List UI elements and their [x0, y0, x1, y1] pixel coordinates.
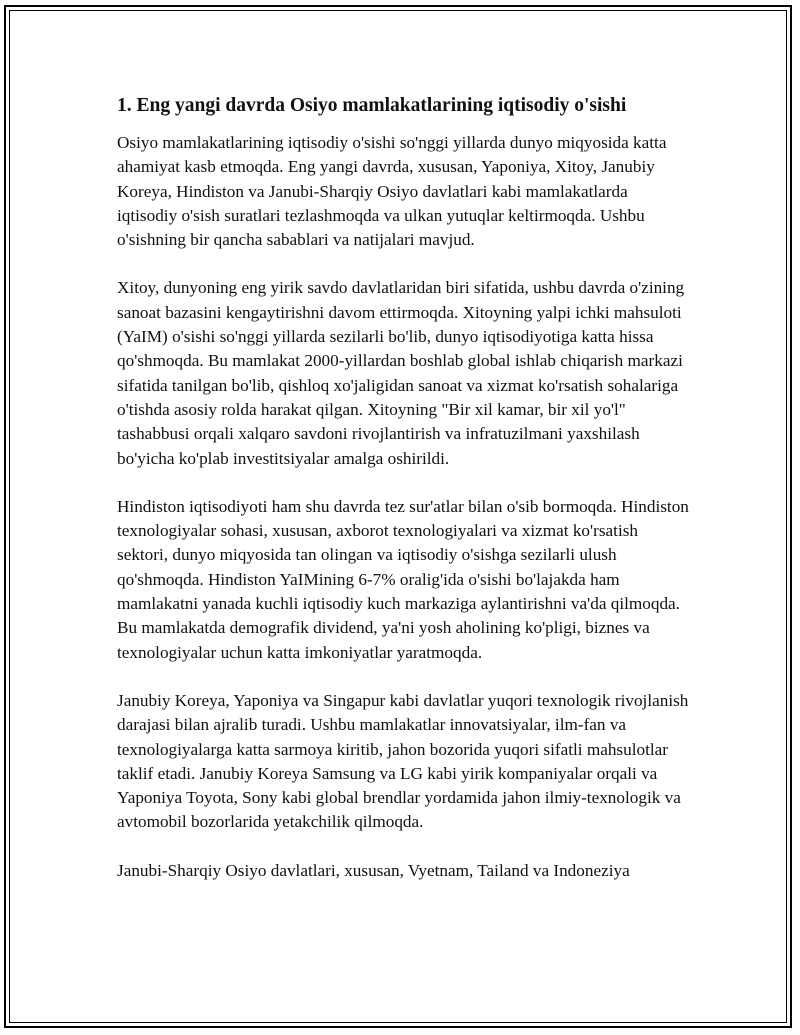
paragraph-intro: Osiyo mamlakatlarining iqtisodiy o'sishi so'nggi yillarda dunyo miqyosida katta ahamiyat kasb etmoqda. Eng yangi davrda, xususan, Yaponiya, Xitoy, Janubiy Koreya, Hindiston va Janubi-Sharqiy Osiyo davlatlari kabi mamlakatlarda iqtisodiy o'sish suratlari tezlashmoqda va ulkan yutuqlar keltirmoqda. Ushbu o'sishning bir qancha sabablari va natijalari mavjud. [117, 133, 667, 250]
section-heading: 1. Eng yangi davrda Osiyo mamlakatlarining iqtisodiy o'sishi [117, 95, 627, 116]
paragraph-southeast-asia: Janubi-Sharqiy Osiyo davlatlari, xususan, Vyetnam, Tailand va Indoneziya [117, 860, 630, 880]
paragraph-china: Xitoy, dunyoning eng yirik savdo davlatlaridan biri sifatida, ushbu davrda o'zining sanoat bazasini kengaytirishni davom ettirmoqda. Xitoyning yalpi ichki mahsuloti (YaIM) o'sishi so'nggi yillarda sezilarli bo'lib, dunyo iqtisodiyotiga katta hissa qo'shmoqda. Bu mamlakat 2000-yillardan boshlab global ishlab chiqarish markazi sifatida tanilgan bo'lib, qishloq xo'jaligidan sanoat va xizmat ko'rsatish sohalariga o'tishda asosiy rolda harakat qilgan. Xitoyning "Bir xil kamar, bir xil yo'l" tashabbusi orqali xalqaro savdoni rivojlantirish va infratuzilmani yaxshilash bo'yicha ko'plab investitsiyalar amalga oshirildi. [117, 278, 685, 468]
document-body [117, 93, 689, 907]
paragraph-korea-japan-singapore: Janubiy Koreya, Yaponiya va Singapur kabi davlatlar yuqori texnologik rivojlanish darajasi bilan ajralib turadi. Ushbu mamlakatlar innovatsiyalar, ilm-fan va texnologiyalarga katta sarmoya kiritib, jahon bozorida yuqori sifatli mahsulotlar taklif etadi. Janubiy Koreya Samsung va LG kabi yirik kompaniyalar orqali va Yaponiya Toyota, Sony kabi global brendlar yordamida jahon ilmiy-texnologik va avtomobil bozorlarida yetakchilik qilmoqda. [117, 690, 689, 832]
paragraph-india: Hindiston iqtisodiyoti ham shu davrda tez sur'atlar bilan o'sib bormoqda. Hindiston texnologiyalar sohasi, xususan, axborot texnologiyalari va xizmat ko'rsatish sektori, dunyo miqyosida tan olingan va iqtisodiy o'sishga sezilarli ulush qo'shmoqda. Hindiston YaIMining 6-7% oralig'ida o'sishi bo'lajakda ham mamlakatni yanada kuchli iqtisodiy kuch markaziga aylantirishni va'da qilmoqda. Bu mamlakatda demografik dividend, ya'ni yosh aholining ko'pligi, biznes va texnologiyalar uchun katta imkoniyatlar yaratmoqda. [117, 496, 689, 662]
